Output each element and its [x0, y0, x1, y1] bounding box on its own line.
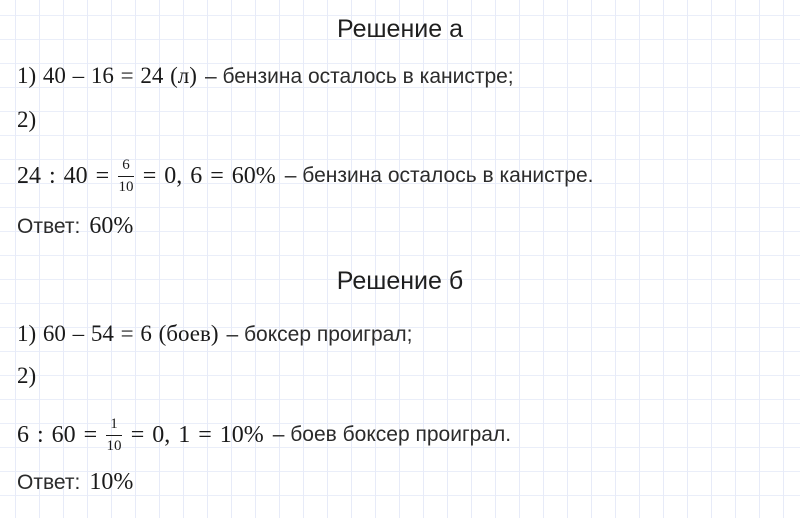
- section-a-fraction-denominator: 10: [118, 178, 134, 195]
- section-a-step1-description: – бензина осталось в канистре;: [204, 65, 514, 88]
- section-b-step2-line: [17, 363, 36, 389]
- section-a-step2-line: [17, 107, 36, 133]
- section-b-step1-line: [17, 321, 412, 348]
- section-b-step1-expression: 1) 60 – 54 = 6 (боев): [17, 321, 219, 346]
- section-b-formula-lhs: 6 : 60 =: [17, 422, 98, 448]
- section-b-title: Решение б: [336, 267, 464, 295]
- section-a-fraction: [118, 157, 134, 195]
- section-a-formula-line: [17, 152, 593, 200]
- section-b-fraction: [106, 416, 122, 454]
- section-b-formula-line: [17, 411, 511, 459]
- section-a-answer-value: 60%: [89, 213, 134, 239]
- section-a-formula-lhs: 24 : 40 =: [17, 163, 110, 189]
- section-a-step1-expression: 1) 40 – 16 = 24 (л): [17, 63, 197, 88]
- section-b-answer-value: 10%: [89, 469, 134, 495]
- section-a-formula-description: – бензина осталось в канистре.: [284, 164, 594, 187]
- section-a-title: Решение а: [337, 15, 463, 43]
- section-a-answer-line: [17, 213, 133, 240]
- section-a-answer-label: Ответ:: [17, 215, 81, 238]
- section-a-fraction-numerator: 6: [118, 157, 134, 177]
- section-b-formula-rhs: = 0, 1 = 10%: [130, 422, 264, 448]
- section-b-answer-line: [17, 469, 133, 496]
- section-b-step1-description: – боксер проиграл;: [226, 323, 413, 346]
- section-a-step2-label: 2): [17, 107, 37, 132]
- section-b-fraction-numerator: 1: [106, 416, 122, 436]
- section-b-fraction-denominator: 10: [106, 437, 122, 454]
- section-b-answer-label: Ответ:: [17, 471, 81, 494]
- section-b-step2-label: 2): [17, 363, 37, 388]
- section-a-step1-line: [17, 63, 514, 90]
- section-a-formula-rhs: = 0, 6 = 60%: [142, 163, 276, 189]
- section-b-formula-description: – боев боксер проиграл.: [272, 423, 512, 446]
